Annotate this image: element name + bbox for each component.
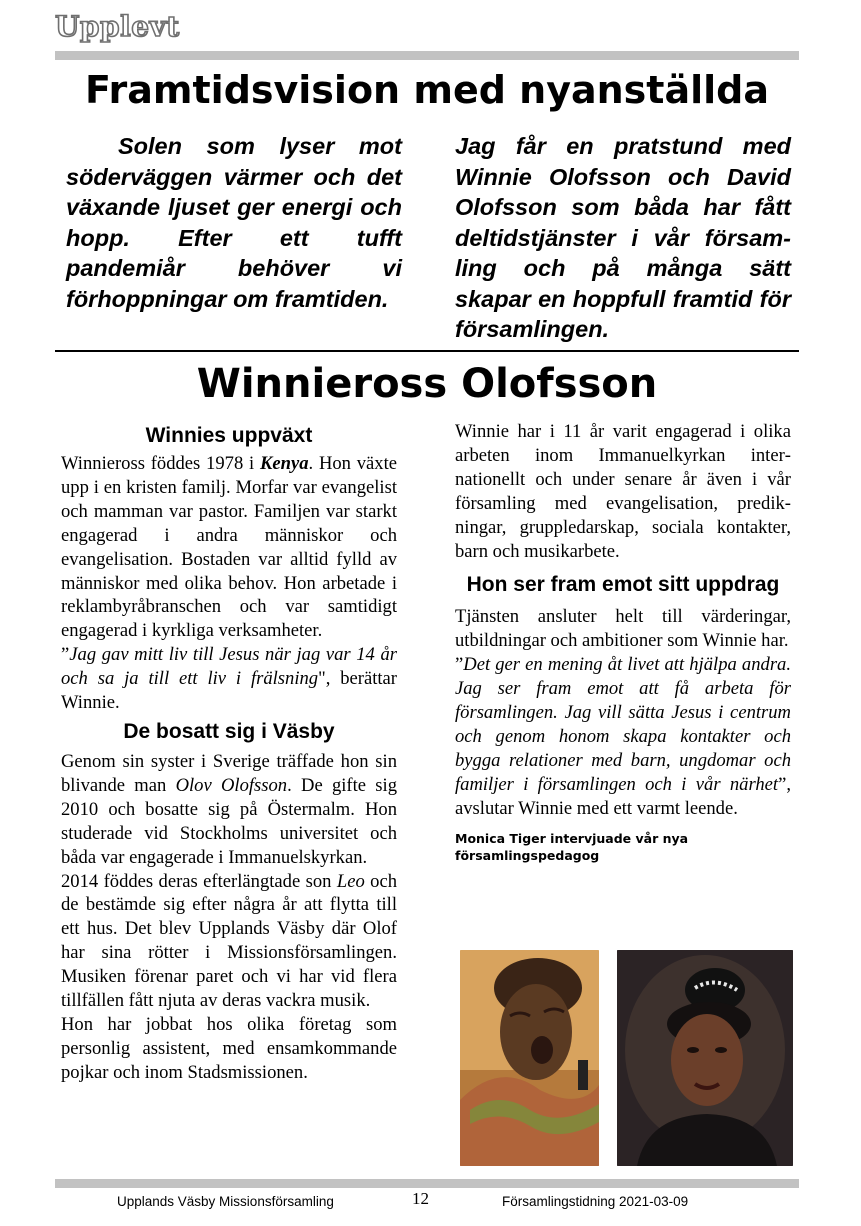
- name-olov: Olov Olofsson: [175, 774, 288, 796]
- paragraph-values: Tjänsten ansluter helt till värderingar, utbildningar och ambitioner som Winnie har.: [455, 606, 791, 652]
- left-column: [61, 420, 397, 1085]
- heading-vasby: De bosatt sig i Väsby: [123, 719, 335, 743]
- quote-mission: ”Det ger en mening åt livet att hjälpa andra. Jag ser fram emot att få arbeta för församlingen. Jag vill sätta Jesus i centrum och genom honom skapa kontakter och bygga relationer med barn, ungdomar och familjer i församlingen och i vår närhet”, avslutar Winnie med ett varmt leende.: [455, 654, 791, 819]
- photo-singing-illustration: [460, 950, 599, 1166]
- photo-portrait-illustration: [617, 950, 793, 1166]
- name-leo: Leo: [336, 870, 365, 892]
- heading-mission: Hon ser fram emot sitt uppdrag: [466, 573, 780, 597]
- photo-caption: Monica Tiger intervjuade vår nya församlingspedagog: [455, 830, 689, 863]
- paragraph-work: Hon har jobbat hos olika företag som personlig assistent, med ensamkommande pojkar och inom Stadsmissionen.: [61, 1013, 397, 1083]
- page-number: 12: [412, 1189, 429, 1208]
- footer-divider: [55, 1179, 799, 1188]
- paragraph-upbringing: Winnieross föddes 1978 i Kenya. Hon växte upp i en kristen familj. Morfar var evangelist och mamman var pastor. Familjen var starkt engagerad i andra människor och evangelisation. Bostaden var alltid fylld av människor med olika behov. Hon arbetade i reklambyråbranschen och var samtidigt engagerad i kyrkliga verksamheter.: [61, 453, 397, 642]
- footer-organization: Upplands Väsby Missionsförsamling: [117, 1194, 334, 1209]
- section-label: Upplevt: [55, 10, 180, 43]
- paragraph-son: 2014 föddes deras efterlängtade son Leo och de bestämde sig efter några år att flytta till ett hus. Det blev Upplands Väsby där Olof har sina rötter i Missionsförsamlingen. Musiken förenar paret och vi har vid flera tillfällen fått njuta av deras vackra musik.: [61, 870, 397, 1012]
- place-kenya: Kenya: [259, 453, 309, 474]
- paragraph-marriage: Genom sin syster i Sverige träffade hon sin blivande man Olov Olofsson. De gifte sig 2010 och bosatte sig på Östermalm. Hon studerade vid Stockholms universitet och båda var engagerade i Immanuelskyrkan.: [61, 750, 397, 868]
- quote-salvation: ”Jag gav mitt liv till Jesus när jag var 14 år och sa ja till ett liv i frälsning", berättar Winnie.: [61, 644, 397, 714]
- footer-publication: Församlingstidning 2021-03-09: [502, 1194, 689, 1209]
- photo-singing: [460, 950, 599, 1166]
- page-title: Framtidsvision med nyanställda: [85, 68, 769, 112]
- right-column: [455, 420, 791, 864]
- person-title: Winnieross Olofsson: [196, 361, 658, 407]
- header-divider: [55, 51, 799, 60]
- intro-left: Solen som lyser mot söderväggen värmer och det växande ljuset ger energi och hopp. Efter ett tufft pandemiår behöver vi förhoppningar om framtiden.: [66, 133, 402, 312]
- intro-rule: [55, 350, 799, 352]
- heading-upbringing: Winnies uppväxt: [145, 424, 313, 447]
- photo-portrait: [617, 950, 793, 1166]
- paragraph-engagement: Winnie har i 11 år varit engagerad i olika arbeten inom Immanuelkyrkan internationellt och under senare år även i vår församling med evangelisation, predikningar, gruppledarskap, sociala kontakter, barn och musikarbete.: [455, 421, 791, 562]
- intro-right: Jag får en pratstund med Winnie Olofsson och David Olofsson som båda har fått deltidstjänster i vår församling och på många sätt skapar en hoppfull framtid för församlingen.: [455, 133, 791, 342]
